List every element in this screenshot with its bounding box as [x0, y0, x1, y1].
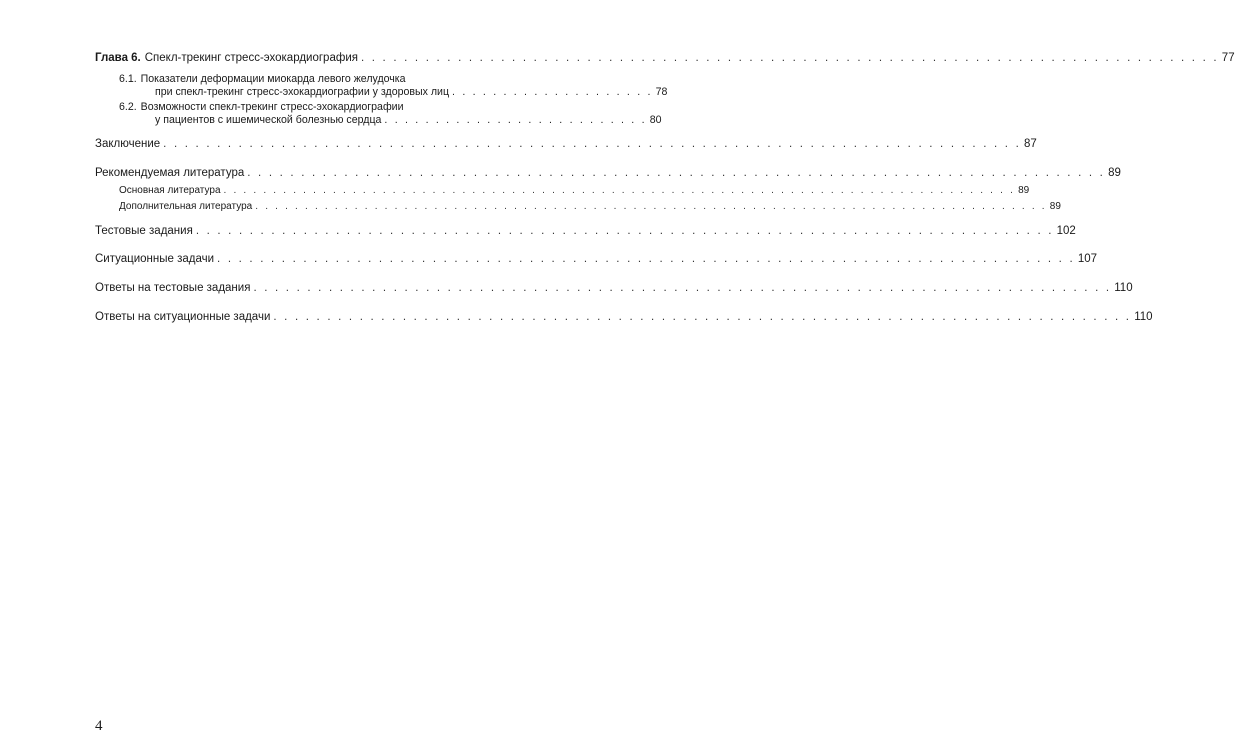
toc-entry-title-line1: Показатели деформации миокарда левого желудочка: [140, 73, 406, 85]
toc-entry-chapter-6[interactable]: [95, 51, 1235, 65]
toc-entry-page: 102: [1056, 225, 1076, 237]
toc-entry-literature[interactable]: [95, 166, 1121, 180]
dot-leader: [163, 137, 1021, 151]
dot-leader: [361, 51, 1219, 65]
toc-entry-page: 89: [1018, 185, 1030, 196]
toc-entry-title-line2: при спекл-трекинг стресс-эхокардиографии у здоровых лиц: [155, 86, 450, 98]
toc-entry-page: 107: [1077, 253, 1098, 265]
toc-entry-title: Основная литература: [119, 185, 221, 196]
dot-leader: [255, 200, 1047, 214]
toc-entry-situations[interactable]: [95, 252, 1098, 266]
toc-entry-title: Ответы на тестовые задания: [95, 282, 251, 294]
toc-entry-page: 77: [1221, 52, 1235, 64]
dot-leader: [224, 184, 1016, 198]
toc-entry-title: Ситуационные задачи: [95, 253, 215, 265]
toc-entry-page: 80: [649, 114, 662, 126]
toc-entry-title: Тестовые задания: [95, 225, 193, 237]
toc-entry-title-line1: Возможности спекл-трекинг стресс-эхокардиографии: [140, 101, 404, 113]
dot-leader: . . . . . . . . . . . . . . . . . . . .: [452, 86, 653, 98]
toc-entry-page: 89: [1108, 167, 1121, 179]
page-number: 4: [95, 718, 103, 734]
toc-entry-page: 87: [1023, 138, 1037, 150]
dot-leader: [253, 281, 1111, 295]
toc-entry-section-6-2[interactable]: [95, 101, 662, 127]
toc-entry-title: Дополнительная литература: [119, 201, 253, 212]
dot-leader: [273, 310, 1131, 324]
toc-entry-conclusion[interactable]: [95, 137, 1037, 151]
dot-leader: [247, 166, 1105, 180]
toc-entry-literature-main[interactable]: [119, 184, 1030, 198]
toc-entry-page: 78: [655, 86, 668, 98]
section-number: 6.1.: [119, 73, 137, 85]
toc-entry-title: Заключение: [95, 138, 161, 150]
dot-leader: [217, 252, 1075, 266]
chapter-label: Глава 6.: [95, 52, 141, 64]
toc-entry-title: Рекомендуемая литература: [95, 167, 245, 179]
toc-entry-title: Ответы на ситуационные задачи: [95, 311, 271, 323]
dot-leader: [196, 224, 1054, 238]
toc-entry-title: Спекл-трекинг стресс-эхокардиография: [144, 52, 358, 64]
section-number: 6.2.: [119, 101, 137, 113]
toc-entry-page: 110: [1134, 311, 1153, 323]
toc-entry-title-line2: у пациентов с ишемической болезнью сердца: [155, 114, 382, 126]
toc-entry-answers-situations[interactable]: [95, 310, 1153, 324]
toc-entry-page: 110: [1114, 282, 1133, 294]
toc-entry-page: 89: [1049, 201, 1061, 212]
toc-entry-literature-extra[interactable]: [119, 200, 1061, 214]
toc-entry-answers-tests[interactable]: [95, 281, 1133, 295]
dot-leader: . . . . . . . . . . . . . . . . . . . . . . . . . .: [384, 114, 647, 126]
toc-entry-section-6-1[interactable]: [95, 73, 668, 99]
toc-entry-tests[interactable]: [95, 224, 1076, 238]
